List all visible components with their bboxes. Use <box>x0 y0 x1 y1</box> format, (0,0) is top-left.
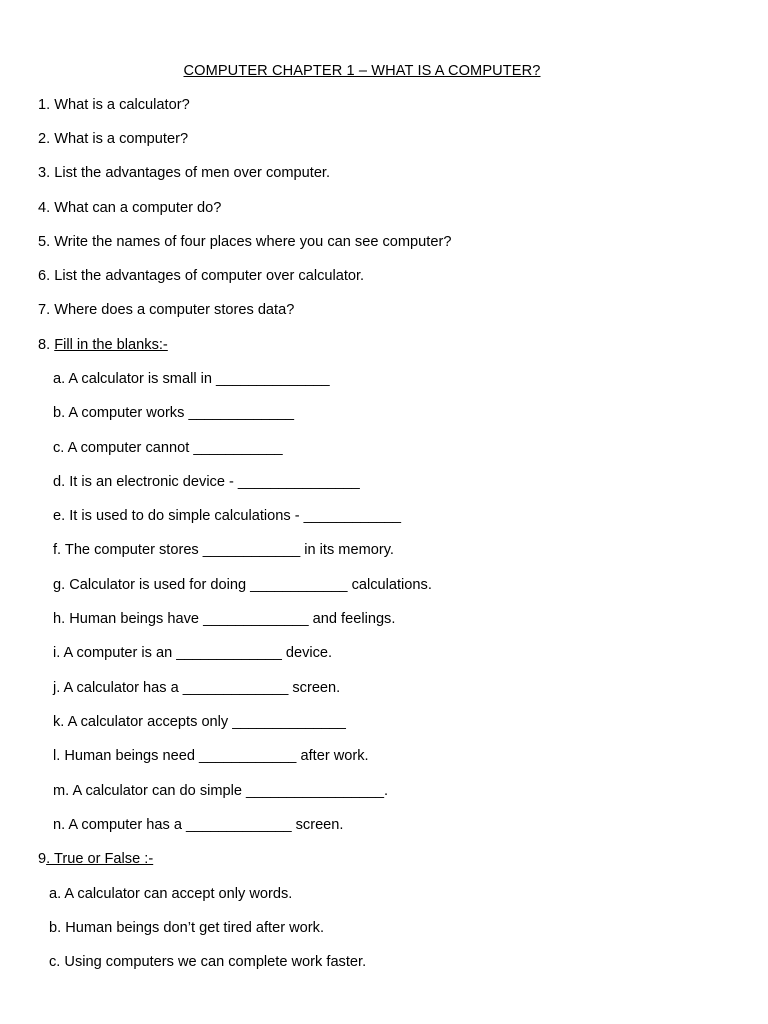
fill-blank-item: e. It is used to do simple calculations - ____________ <box>53 508 402 524</box>
fill-blank-item: j. A calculator has a _____________ screen. <box>53 680 341 696</box>
page-title: COMPUTER CHAPTER 1 – WHAT IS A COMPUTER? <box>183 63 541 79</box>
fill-blank-item: a. A calculator is small in ______________ <box>53 371 330 387</box>
fill-blank-item: l. Human beings need ____________ after work. <box>53 748 369 764</box>
true-false-item: b. Human beings don’t get tired after work. <box>49 920 324 936</box>
true-false-title: . True or False :- <box>46 851 154 867</box>
question-2: 2. What is a computer? <box>38 131 189 147</box>
fill-blanks-number: 8. <box>38 337 55 353</box>
fill-blank-item: i. A computer is an _____________ device. <box>53 645 333 661</box>
fill-blank-item: m. A calculator can do simple _________________. <box>53 783 389 799</box>
true-false-number: 9 <box>38 851 47 867</box>
fill-blanks-title: Fill in the blanks:- <box>54 337 168 353</box>
fill-blank-item: b. A computer works _____________ <box>53 405 294 421</box>
question-5: 5. Write the names of four places where you can see computer? <box>38 234 452 250</box>
true-false-item: c. Using computers we can complete work faster. <box>49 954 367 970</box>
fill-blank-item: h. Human beings have _____________ and feelings. <box>53 611 396 627</box>
fill-blank-item: d. It is an electronic device - _______________ <box>53 474 360 490</box>
fill-blanks-heading <box>38 336 168 354</box>
true-false-item: a. A calculator can accept only words. <box>49 886 293 902</box>
question-7: 7. Where does a computer stores data? <box>38 302 295 318</box>
question-3: 3. List the advantages of men over computer. <box>38 165 331 181</box>
fill-blank-item: k. A calculator accepts only ______________ <box>53 714 346 730</box>
true-false-heading <box>38 850 153 868</box>
fill-blank-item: c. A computer cannot ___________ <box>53 440 283 456</box>
question-6: 6. List the advantages of computer over calculator. <box>38 268 365 284</box>
question-4: 4. What can a computer do? <box>38 200 222 216</box>
fill-blank-item: n. A computer has a _____________ screen. <box>53 817 344 833</box>
question-1: 1. What is a calculator? <box>38 97 190 113</box>
fill-blank-item: f. The computer stores ____________ in its memory. <box>53 542 394 558</box>
fill-blank-item: g. Calculator is used for doing ____________ calculations. <box>53 577 432 593</box>
